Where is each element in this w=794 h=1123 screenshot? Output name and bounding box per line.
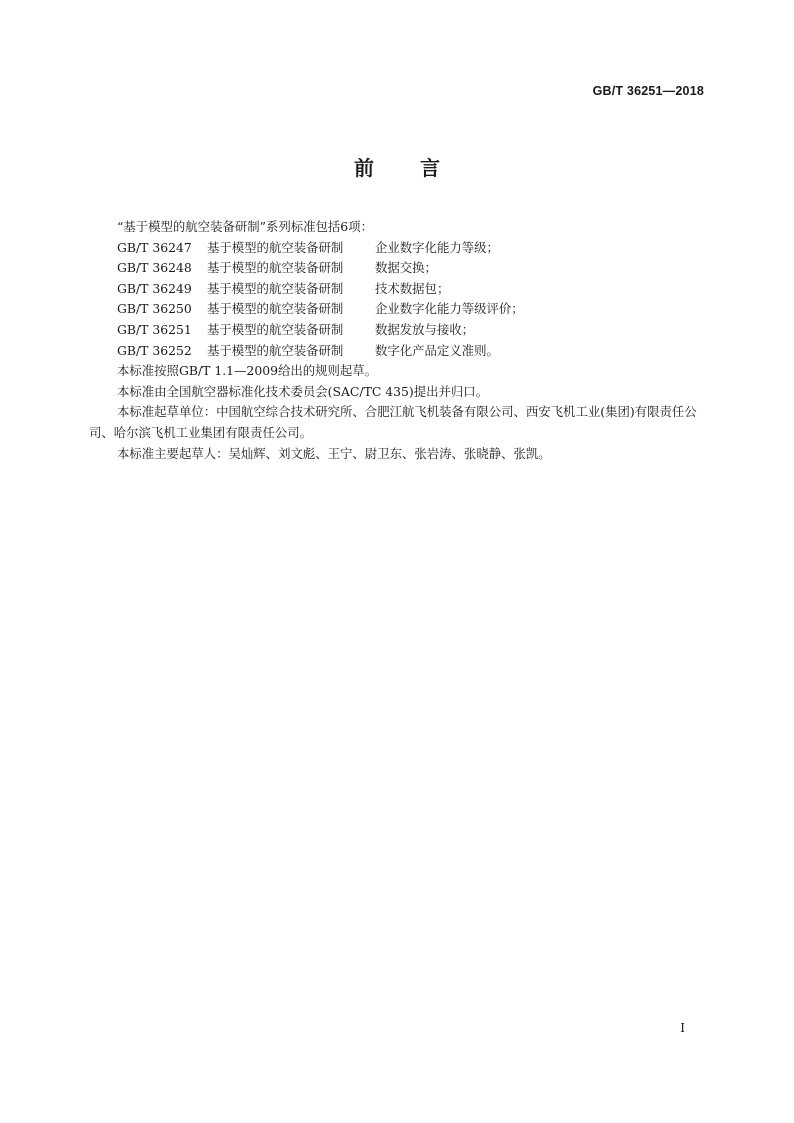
standard-code: GB/T 36251 [117, 321, 192, 337]
standard-topic: 数据发放与接收； [375, 321, 475, 337]
standard-code: GB/T 36247 [117, 239, 192, 255]
standard-code: GB/T 36252 [117, 342, 192, 358]
standard-series: 基于模型的航空装备研制 [207, 342, 344, 358]
standard-item [89, 320, 705, 341]
standard-item [89, 279, 705, 300]
standard-topic: 数字化产品定义准则。 [375, 342, 499, 358]
drafters-paragraph: 本标准主要起草人：吴灿辉、刘文彪、王宁、尉卫东、张岩涛、张晓静、张凯。 [117, 445, 551, 461]
drafting-units-paragraph: 本标准起草单位：中国航空综合技术研究所、合肥江航飞机装备有限公司、西安飞机工业(集团)有限责任公司、哈尔滨飞机工业集团有限责任公司。 [89, 404, 697, 440]
standard-item [89, 299, 705, 320]
standard-code: GB/T 36249 [117, 280, 192, 296]
proposed-by-paragraph: 本标准由全国航空器标准化技术委员会(SAC/TC 435)提出并归口。 [117, 383, 489, 399]
standard-series: 基于模型的航空装备研制 [207, 301, 344, 317]
standard-topic: 数据交换； [375, 260, 437, 276]
standard-code: GB/T 36250 [117, 301, 192, 317]
standard-topic: 企业数字化能力等级评价； [375, 301, 524, 317]
standard-item [89, 341, 705, 362]
page-number: I [680, 1021, 685, 1035]
page-title: 前言 [354, 156, 486, 180]
standard-topic: 企业数字化能力等级； [375, 239, 499, 255]
standard-item [89, 258, 705, 279]
standard-code: GB/T 36248 [117, 260, 192, 276]
drafting-rule-paragraph: 本标准按照GB/T 1.1—2009给出的规则起草。 [117, 363, 378, 379]
foreword-body [89, 217, 705, 464]
standard-series: 基于模型的航空装备研制 [207, 321, 344, 337]
series-intro: “基于模型的航空装备研制”系列标准包括6项： [117, 219, 373, 234]
standard-topic: 技术数据包； [375, 280, 450, 296]
standard-series: 基于模型的航空装备研制 [207, 280, 344, 296]
document-id: GB/T 36251—2018 [592, 84, 704, 98]
standard-series: 基于模型的航空装备研制 [207, 260, 344, 276]
standard-series: 基于模型的航空装备研制 [207, 239, 344, 255]
standard-item [89, 238, 705, 259]
